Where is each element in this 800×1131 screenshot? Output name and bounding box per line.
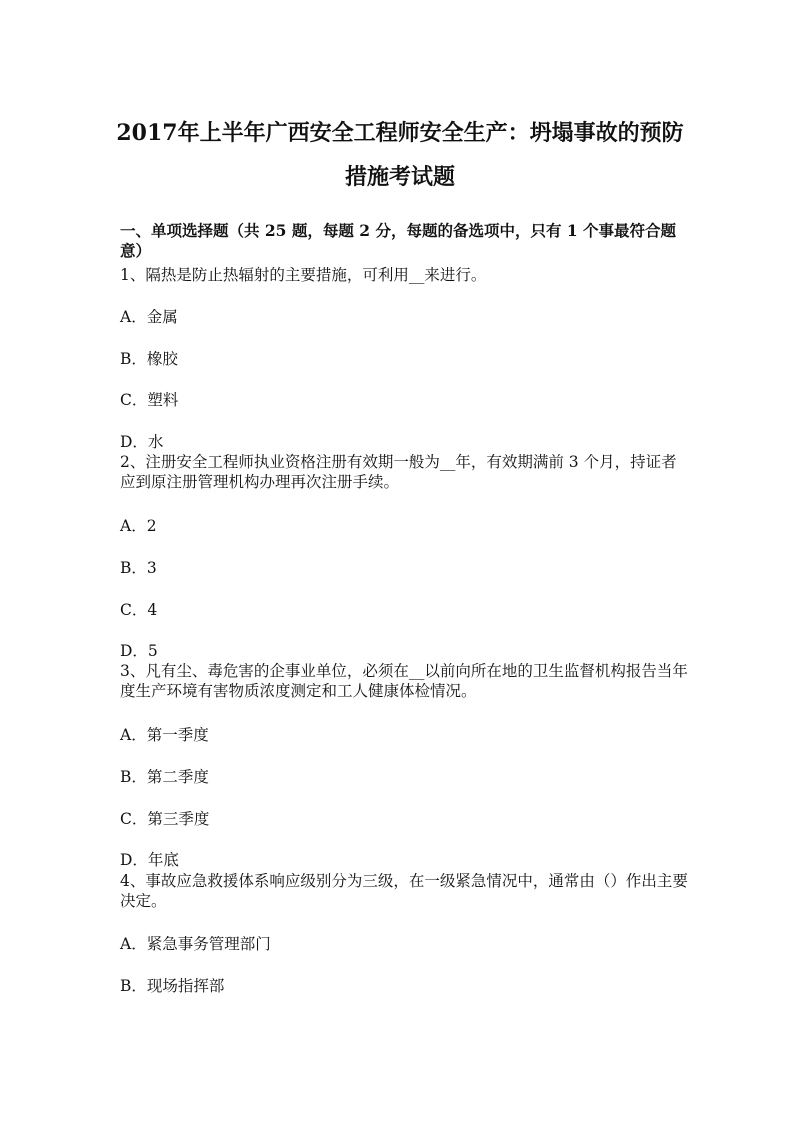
question-1-option-c: C．塑料 <box>120 391 179 409</box>
document-title-line-2: 措施考试题 <box>344 164 455 190</box>
question-3-text: 3、凡有尘、毒危害的企事业单位，必须在__以前向所在地的卫生监督机构报告当年度生产环境有害物质浓度测定和工人健康体检情况。 <box>120 662 688 700</box>
question-1-text: 1、隔热是防止热辐射的主要措施，可利用__来进行。 <box>120 266 487 284</box>
question-3-option-a: A．第一季度 <box>120 726 209 744</box>
question-3-option-d: D．年底 <box>120 851 179 869</box>
question-4-text: 4、事故应急救援体系响应级别分为三级，在一级紧急情况中，通常由（）作出主要决定。 <box>120 872 688 910</box>
question-4-option-a: A．紧急事务管理部门 <box>120 935 271 953</box>
question-2-option-b: B．3 <box>120 559 157 577</box>
question-4-option-b: B．现场指挥部 <box>120 977 225 995</box>
question-1-option-b: B．橡胶 <box>120 350 178 368</box>
question-2-option-a: A．2 <box>120 517 157 535</box>
question-1-option-a: A．金属 <box>120 308 178 326</box>
question-3-option-c: C．第三季度 <box>120 810 210 828</box>
question-1-option-d: D．水 <box>120 433 164 451</box>
question-3-option-b: B．第二季度 <box>120 768 209 786</box>
document-title-line-1: 2017年上半年广西安全工程师安全生产：坍塌事故的预防 <box>116 120 684 146</box>
question-2-option-d: D．5 <box>120 642 158 660</box>
question-2-option-c: C．4 <box>120 601 158 619</box>
question-2-text: 2、注册安全工程师执业资格注册有效期一般为__年，有效期满前 3 个月，持证者应到原注册管理机构办理再次注册手续。 <box>120 453 677 491</box>
section-heading: 一、单项选择题（共 25 题，每题 2 分，每题的备选项中，只有 1 个事最符合题意） <box>120 221 677 260</box>
